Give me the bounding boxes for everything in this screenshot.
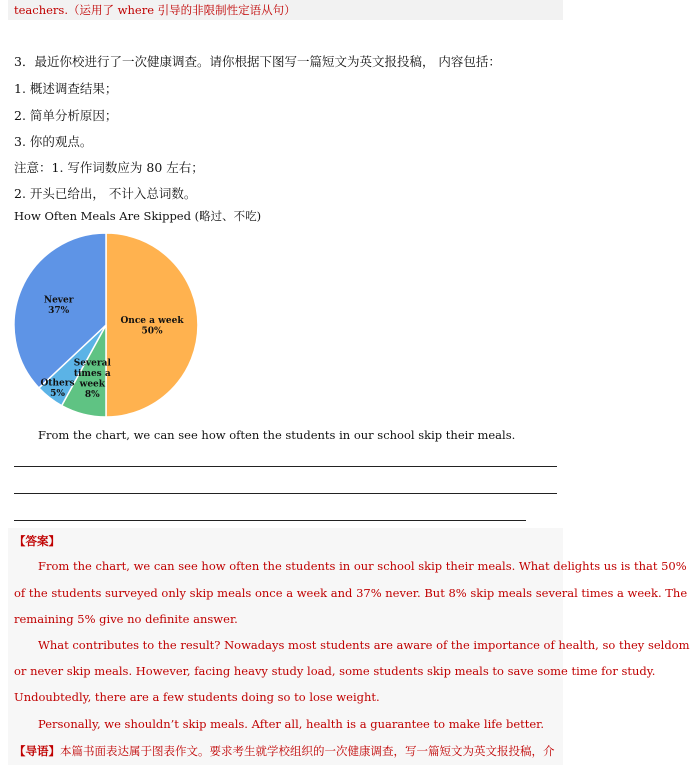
question-item-3: 3. 你的观点。	[14, 134, 93, 149]
answer-line: What contributes to the result? Nowadays most students are aware of the importance of health, so they seldom	[38, 638, 690, 652]
answer-line: Undoubtedly, there are a few students doing so to lose weight.	[14, 690, 380, 704]
answer-line: or never skip meals. However, facing heavy study load, some students skip meals to save some time for study.	[14, 664, 656, 678]
writing-line-1	[14, 466, 557, 467]
question-prompt: 3．最近你校进行了一次健康调查。请你根据下图写一篇短文为英文报投稿， 内容包括：	[14, 54, 501, 69]
writing-line-2	[14, 493, 557, 494]
answer-line: From the chart, we can see how often the students in our school skip their meals. What delights us is that 50%	[38, 559, 687, 573]
pie-label-others: Others 5%	[40, 378, 75, 399]
note-2: 2. 开头已给出， 不计入总词数。	[14, 186, 197, 201]
answer-line: Personally, we shouldn’t skip meals. After all, health is a guarantee to make life better.	[38, 717, 545, 731]
pie-chart	[8, 232, 208, 422]
note-1: 注意：1. 写作词数应为 80 左右；	[14, 160, 204, 175]
pie-label-never: Never 37%	[43, 295, 74, 316]
guide-line	[14, 743, 555, 759]
question-item-1: 1. 概述调查结果；	[14, 81, 118, 96]
answer-line: of the students surveyed only skip meals once a week and 37% never. But 8% skip meals several times a week. The	[14, 586, 688, 600]
question-item-2: 2. 简单分析原因；	[14, 108, 118, 123]
pie-label-several-times-a-week: Several times a week 8%	[73, 358, 111, 401]
guide-text: 本篇书面表达属于图表作文。要求考生就学校组织的一次健康调查，写一篇短文为英文报投稿，介	[60, 744, 555, 758]
answer-line: remaining 5% give no definite answer.	[14, 612, 238, 626]
essay-opening: From the chart, we can see how often the students in our school skip their meals.	[38, 428, 516, 442]
previous-answer-tail: teachers.（运用了 where 引导的非限制性定语从句）	[14, 3, 296, 17]
answer-label: 【答案】	[14, 534, 60, 548]
chart-title: How Often Meals Are Skipped (略过、不吃)	[14, 209, 262, 223]
pie-label-once-a-week: Once a week 50%	[120, 315, 184, 337]
guide-label: 【导语】	[14, 744, 60, 758]
writing-line-3	[14, 520, 526, 521]
